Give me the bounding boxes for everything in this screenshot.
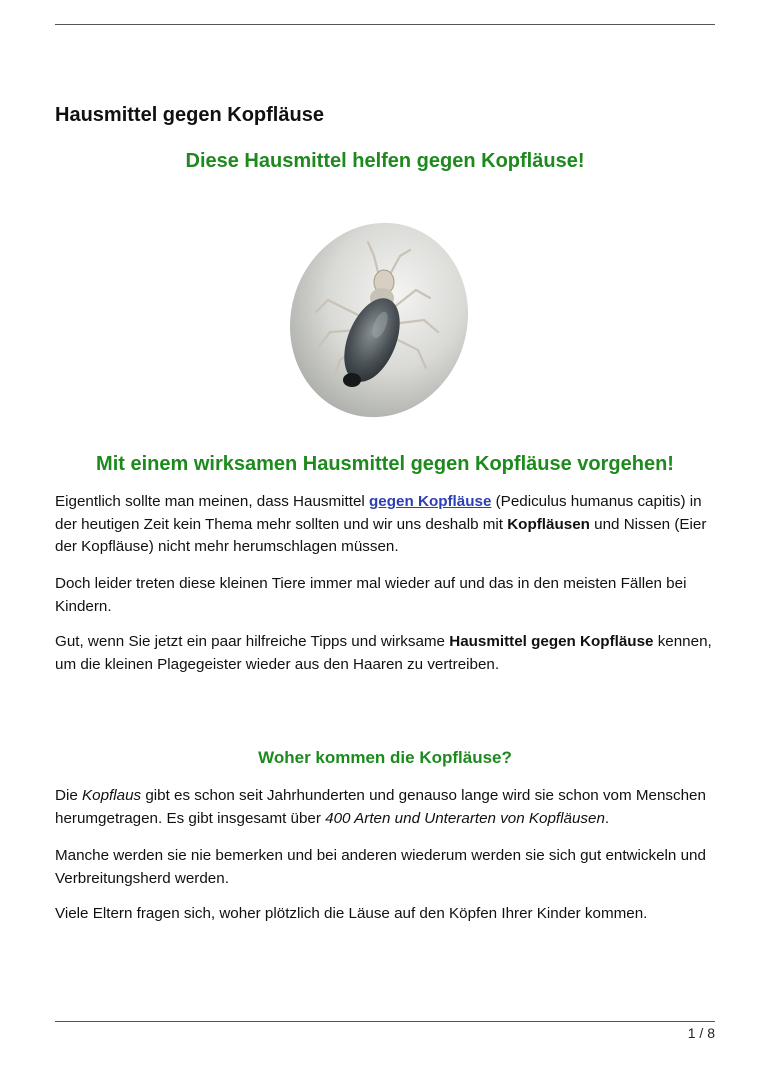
head-louse-photo-icon xyxy=(288,220,470,420)
header-rule xyxy=(55,24,715,25)
link-gegen-kopflaeuse[interactable]: gegen Kopfläuse xyxy=(369,493,492,510)
paragraph-intro: Eigentlich sollte man meinen, dass Hausmittel gegen Kopfläuse (Pediculus humanus capitis) in der heutigen Zeit kein Thema mehr sollten und wir uns deshalb mit Kopfläusen und Nissen (Eier der Kopfläuse) nicht mehr herumschlagen müssen. xyxy=(55,493,707,555)
bold-hausmittel: Hausmittel gegen Kopfläuse xyxy=(449,633,654,650)
section-heading-origin: Woher kommen die Kopfläuse? xyxy=(258,748,512,767)
paragraph-history: Die Kopflaus gibt es schon seit Jahrhunderten und genauso lange wird sie schon vom Menschen herumgetragen. Es gibt insgesamt über 400 Arten und Unterarten von Kopfläusen. xyxy=(55,787,706,827)
paragraph-children: Doch leider treten diese kleinen Tiere immer mal wieder auf und das in den meisten Fällen bei Kindern. xyxy=(55,575,687,615)
italic-species: 400 Arten und Unterarten von Kopfläusen xyxy=(325,809,605,827)
footer-rule xyxy=(55,1021,715,1022)
bold-kopflaeusen: Kopfläusen xyxy=(507,515,590,533)
document-title: Hausmittel gegen Kopfläuse xyxy=(55,104,324,126)
paragraph-parents: Viele Eltern fragen sich, woher plötzlich die Läuse auf den Köpfen Ihrer Kinder kommen. xyxy=(55,905,648,922)
italic-kopflaus: Kopflaus xyxy=(82,787,142,804)
paragraph-spread: Manche werden sie nie bemerken und bei anderen wiederum werden sie sich gut entwickeln und Verbreitungsherd werden. xyxy=(55,847,706,887)
page-number: 1 / 8 xyxy=(687,1025,715,1041)
section-heading-remedies: Mit einem wirksamen Hausmittel gegen Kopfläuse vorgehen! xyxy=(96,453,674,475)
document-subtitle: Diese Hausmittel helfen gegen Kopfläuse! xyxy=(185,150,585,172)
paragraph-tips: Gut, wenn Sie jetzt ein paar hilfreiche Tipps und wirksame Hausmittel gegen Kopfläuse kennen, um die kleinen Plagegeister wieder aus den Haaren zu vertreiben. xyxy=(55,633,712,673)
